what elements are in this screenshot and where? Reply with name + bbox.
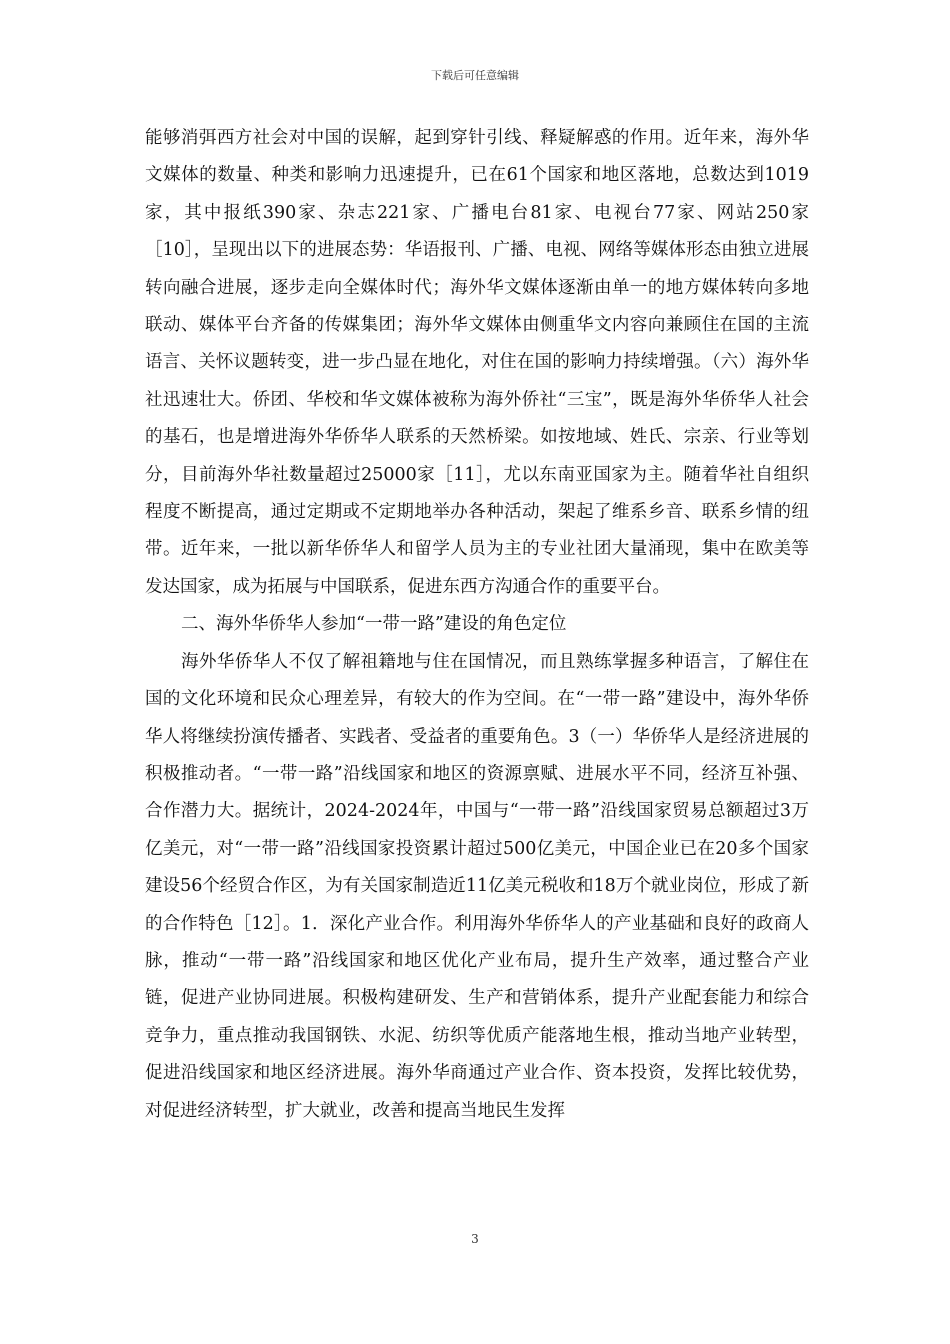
page-number: 3 [471, 1232, 479, 1246]
paragraph-roles: 海外华侨华人不仅了解祖籍地与住在国情况，而且熟练掌握多种语言，了解住在国的文化环境和民众心理差异，有较大的作为空间。在“一带一路”建设中，海外华侨华人将继续扮演传播者、实践者、受益者的重要角色。3（一）华侨华人是经济进展的积极推动者。“一带一路”沿线国家和地区的资源禀赋、进展水平不同，经济互补强、合作潜力大。据统计，2024-2024年，中国与“一带一路”沿线国家贸易总额超过3万亿美元，对“一带一路”沿线国家投资累计超过500亿美元，中国企业已在20多个国家建设56个经贸合作区，为有关国家制造近11亿美元税收和18万个就业岗位，形成了新的合作特色［12］。1．深化产业合作。利用海外华侨华人的产业基础和良好的政商人脉，推动“一带一路”沿线国家和地区优化产业布局，提升生产效率，通过整合产业链，促进产业协同进展。积极构建研发、生产和营销体系，提升产业配套能力和综合竞争力，重点推动我国钢铁、水泥、纺织等优质产能落地生根，推动当地产业转型，促进沿线国家和地区经济进展。海外华商通过产业合作、资本投资，发挥比较优势，对促进经济转型，扩大就业，改善和提高当地民生发挥 [145, 651, 809, 1121]
page-header: 下载后可任意编辑 [431, 69, 519, 82]
paragraph-media-and-associations: 能够消弭西方社会对中国的误解，起到穿针引线、释疑解惑的作用。近年来，海外华文媒体的数量、种类和影响力迅速提升，已在61个国家和地区落地，总数达到1019家，其中报纸390家、杂志221家、广播电台81家、电视台77家、网站250家［10］，呈现出以下的进展态势：华语报刊、广播、电视、网络等媒体形态由独立进展转向融合进展，逐步走向全媒体时代；海外华文媒体逐渐由单一的地方媒体转向多地联动、媒体平台齐备的传媒集团；海外华文媒体由侧重华文内容向兼顾住在国的主流语言、关怀议题转变，进一步凸显在地化，对住在国的影响力持续增强。（六）海外华社迅速壮大。侨团、华校和华文媒体被称为海外侨社“三宝”，既是海外华侨华人社会的基石，也是增进海外华侨华人联系的天然桥梁。如按地域、姓氏、宗亲、行业等划分，目前海外华社数量超过25000家［11］，尤以东南亚国家为主。随着华社自组织程度不断提高，通过定期或不定期地举办各种活动，架起了维系乡音、联系乡情的纽带。近年来，一批以新华侨华人和留学人员为主的专业社团大量涌现，集中在欧美等发达国家，成为拓展与中国联系，促进东西方沟通合作的重要平台。 [145, 128, 809, 597]
document-body [145, 120, 809, 1130]
section-heading: 二、海外华侨华人参加“一带一路”建设的角色定位 [181, 614, 567, 635]
